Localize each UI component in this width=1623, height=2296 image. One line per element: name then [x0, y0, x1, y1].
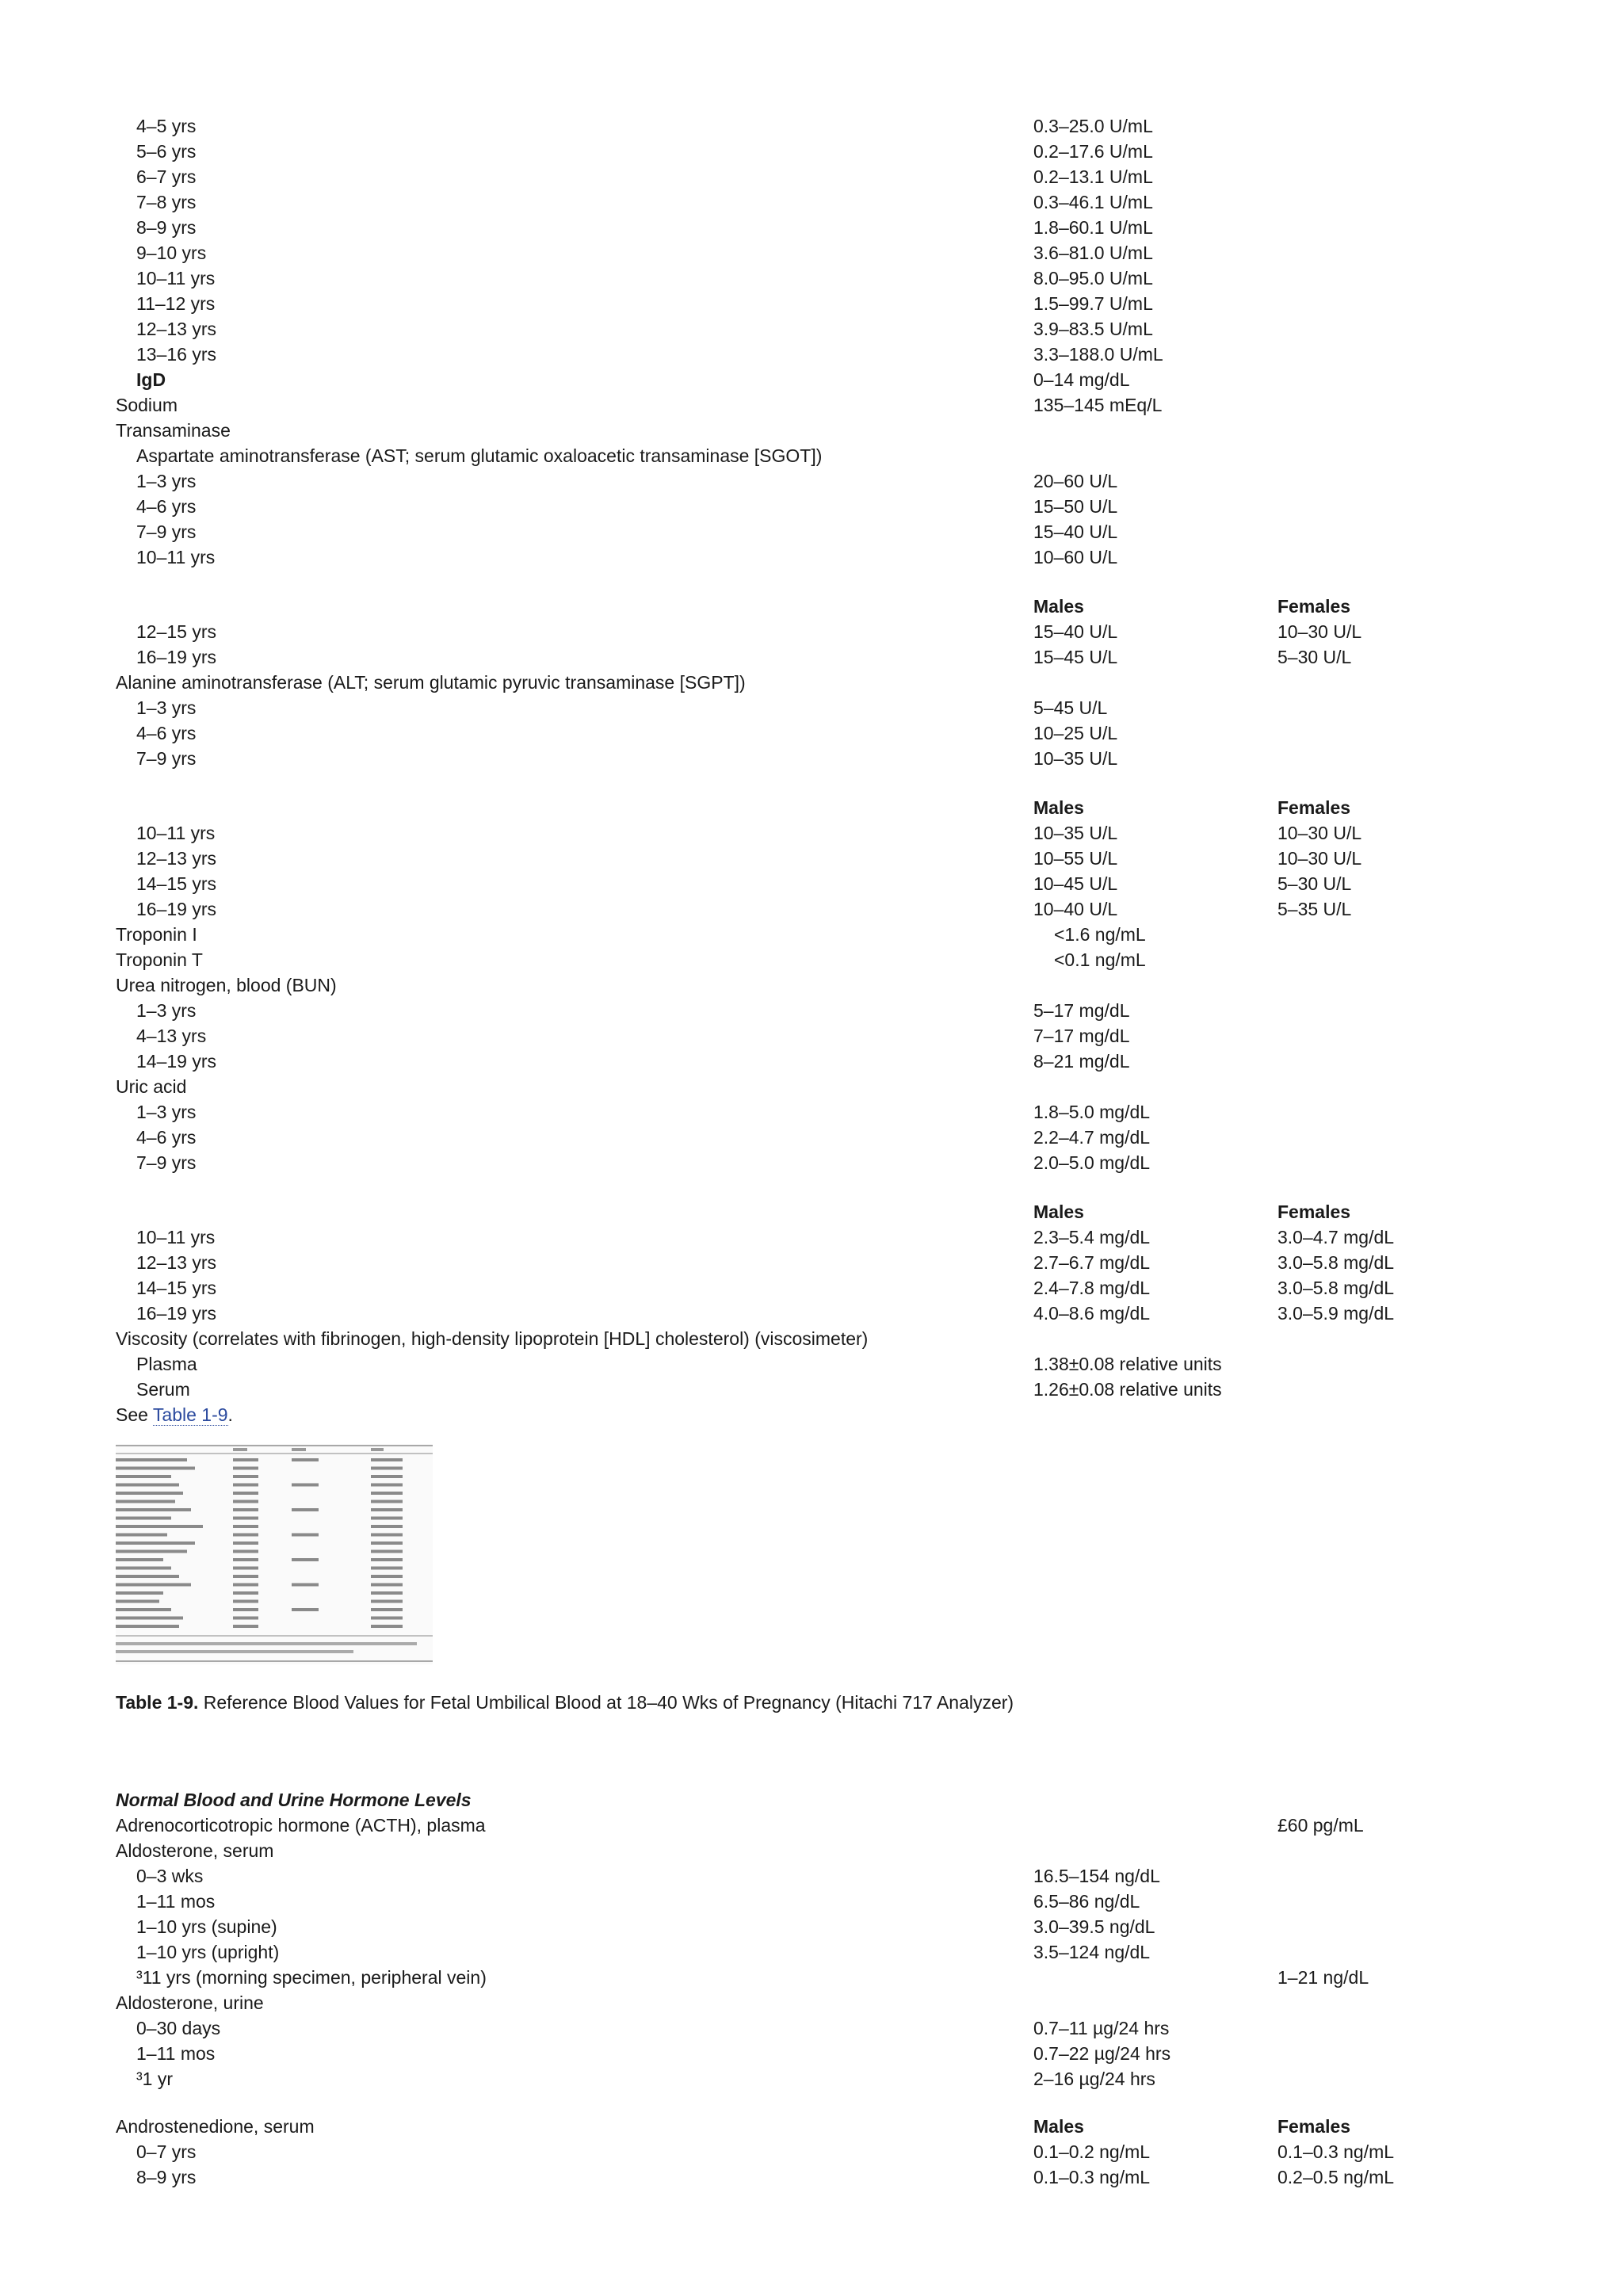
males-value: 4.0–8.6 mg/dL — [1033, 1303, 1151, 1324]
females-value: 3.0–5.8 mg/dL — [1277, 1252, 1395, 1273]
thumbnail-text-line — [116, 1575, 179, 1578]
females-value: 3.0–4.7 mg/dL — [1277, 1227, 1395, 1247]
age-label: 12–13 yrs — [136, 1252, 217, 1273]
aldo-serum-row — [0, 1939, 1623, 1965]
value-cell: 1.26±0.08 relative units — [1033, 1379, 1222, 1400]
females-value: 10–30 U/L — [1277, 823, 1362, 843]
age-label: 1–10 yrs (supine) — [136, 1916, 277, 1937]
see-suffix: . — [227, 1404, 233, 1425]
age-label: 16–19 yrs — [136, 899, 217, 919]
alt-row — [0, 695, 1623, 720]
age-label: 10–11 yrs — [136, 547, 216, 567]
age-label: 1–3 yrs — [136, 697, 197, 718]
aldo-11yrs-row — [0, 1965, 1623, 1990]
value-cell: 20–60 U/L — [1033, 471, 1118, 491]
alt-row — [0, 720, 1623, 746]
bun-row — [0, 1049, 1623, 1074]
alt-sex-row — [0, 846, 1623, 871]
age-label: 16–19 yrs — [136, 1303, 217, 1324]
age-label: 4–6 yrs — [136, 496, 197, 517]
females-header: Females — [1277, 2116, 1351, 2137]
value-cell: <0.1 ng/mL — [1054, 949, 1146, 970]
age-label: ³1 yr — [136, 2069, 173, 2089]
thumbnail-text-line — [371, 1584, 403, 1587]
thumbnail-text-line — [371, 1467, 403, 1470]
value-cell: 2.0–5.0 mg/dL — [1033, 1152, 1151, 1173]
males-value: 10–40 U/L — [1033, 899, 1118, 919]
females-header: Females — [1277, 797, 1351, 818]
thumbnail-text-line — [116, 1467, 195, 1470]
age-label: 1–3 yrs — [136, 471, 197, 491]
ast-row — [0, 519, 1623, 544]
females-value: 10–30 U/L — [1277, 621, 1362, 642]
males-value: 10–35 U/L — [1033, 823, 1118, 843]
age-label: 7–9 yrs — [136, 1152, 197, 1173]
males-value: 0.1–0.3 ng/mL — [1033, 2167, 1151, 2187]
andro-row — [0, 2139, 1623, 2164]
thumbnail-text-line — [233, 1625, 258, 1628]
thumbnail-text-line — [371, 1608, 403, 1611]
males-value: 10–45 U/L — [1033, 873, 1118, 894]
value-cell: 6.5–86 ng/dL — [1033, 1891, 1140, 1912]
males-value: 0.1–0.2 ng/mL — [1033, 2141, 1151, 2162]
value-cell: 15–50 U/L — [1033, 496, 1118, 517]
age-label: 12–13 yrs — [136, 848, 217, 869]
age-label: 7–9 yrs — [136, 521, 197, 542]
value-cell: 8.0–95.0 U/mL — [1033, 268, 1153, 288]
ast-label: Aspartate aminotransferase (AST; serum glutamic oxaloacetic transaminase [SGOT]) — [136, 445, 823, 466]
viscosity-row — [0, 1377, 1623, 1402]
caption-label: Table 1-9. — [116, 1692, 199, 1713]
age-label: 6–7 yrs — [136, 166, 197, 187]
age-label: 14–19 yrs — [136, 1051, 217, 1072]
thumbnail-text-line — [116, 1567, 171, 1570]
uric-heading — [0, 1074, 1623, 1099]
aldo-urine-label: Aldosterone, urine — [116, 1992, 264, 2013]
age-label: 1–10 yrs (upright) — [136, 1942, 280, 1962]
thumbnail-text-line — [233, 1617, 258, 1620]
bun-row — [0, 1023, 1623, 1049]
thumbnail-text-line — [233, 1484, 258, 1487]
section-heading: Normal Blood and Urine Hormone Levels — [116, 1790, 472, 1810]
viscosity-row — [0, 1351, 1623, 1377]
thumbnail-text-line — [292, 1534, 319, 1537]
value-cell: 1.38±0.08 relative units — [1033, 1354, 1222, 1374]
ast-row — [0, 544, 1623, 570]
age-label: 1–11 mos — [136, 2043, 216, 2064]
age-label: 4–5 yrs — [136, 116, 197, 136]
transaminase-heading — [0, 418, 1623, 443]
thumbnail-text-line — [371, 1591, 403, 1595]
value-cell: 0.3–46.1 U/mL — [1033, 192, 1153, 212]
males-header: Males — [1033, 797, 1084, 818]
age-label: ³11 yrs (morning specimen, peripheral vein) — [136, 1967, 487, 1988]
thumbnail-text-line — [233, 1584, 258, 1587]
age-label: 5–6 yrs — [136, 141, 197, 162]
value-cell: 0.2–13.1 U/mL — [1033, 166, 1153, 187]
age-label: 4–6 yrs — [136, 723, 197, 743]
females-value: 5–30 U/L — [1277, 647, 1352, 667]
thumbnail-text-line — [371, 1492, 403, 1495]
males-value: 10–55 U/L — [1033, 848, 1118, 869]
value-cell: 3.6–81.0 U/mL — [1033, 243, 1153, 263]
see-table-text — [116, 1402, 233, 1427]
thumbnail-text-line — [116, 1558, 163, 1561]
aldo-serum-row — [0, 1889, 1623, 1914]
table-1-9-link[interactable]: Table 1-9 — [152, 1404, 228, 1425]
ige-row — [0, 240, 1623, 266]
thumbnail-text-line — [233, 1467, 258, 1470]
acth-label: Adrenocorticotropic hormone (ACTH), plasma — [116, 1815, 486, 1836]
ige-row — [0, 164, 1623, 189]
males-header: Males — [1033, 596, 1084, 617]
alt-heading — [0, 670, 1623, 695]
value-cell: 1.5–99.7 U/mL — [1033, 293, 1153, 314]
ige-row — [0, 316, 1623, 342]
value-cell: 10–25 U/L — [1033, 723, 1118, 743]
females-value: 3.0–5.9 mg/dL — [1277, 1303, 1395, 1324]
caption-text: Reference Blood Values for Fetal Umbilical Blood at 18–40 Wks of Pregnancy (Hitachi 717 Analyzer) — [198, 1692, 1014, 1713]
uric-sex-row — [0, 1275, 1623, 1301]
males-value: 15–40 U/L — [1033, 621, 1118, 642]
age-label: 8–9 yrs — [136, 217, 197, 238]
ige-row — [0, 139, 1623, 164]
thumbnail-text-line — [371, 1600, 403, 1603]
value-cell: 2.2–4.7 mg/dL — [1033, 1127, 1151, 1148]
females-value: 0.2–0.5 ng/mL — [1277, 2167, 1395, 2187]
age-label: 16–19 yrs — [136, 647, 217, 667]
thumbnail-text-line — [116, 1617, 183, 1620]
troponin-i-row — [0, 922, 1623, 947]
ast-row — [0, 494, 1623, 519]
transaminase-label: Transaminase — [116, 420, 231, 441]
viscosity-label: Viscosity (correlates with fibrinogen, high-density lipoprotein [HDL] cholesterol) (viscosimeter) — [116, 1328, 869, 1349]
thumbnail-text-line — [292, 1608, 319, 1611]
thumbnail-text-line — [292, 1508, 319, 1511]
thumbnail-text-line — [371, 1525, 403, 1528]
thumbnail-text-line — [371, 1567, 403, 1570]
thumbnail-text-line — [292, 1584, 319, 1587]
aldo-serum-label: Aldosterone, serum — [116, 1840, 274, 1861]
thumbnail-text-line — [292, 1484, 319, 1487]
value-cell: 135–145 mEq/L — [1033, 395, 1163, 415]
ast-sex-row — [0, 619, 1623, 644]
thumbnail-text-line — [371, 1617, 403, 1620]
aldo-serum-row — [0, 1914, 1623, 1939]
thumbnail-text-line — [371, 1558, 403, 1561]
see-table-row — [0, 1402, 1623, 1427]
table-caption — [116, 1690, 1014, 1715]
females-header: Females — [1277, 596, 1351, 617]
thumbnail-text-line — [371, 1517, 403, 1520]
age-label: 0–30 days — [136, 2018, 221, 2038]
aldo-serum-heading — [0, 1838, 1623, 1863]
ige-row — [0, 266, 1623, 291]
thumbnail-text-line — [371, 1484, 403, 1487]
aldo-urine-heading — [0, 1990, 1623, 2015]
value-cell: 3.9–83.5 U/mL — [1033, 319, 1153, 339]
sample-label: Serum — [136, 1379, 190, 1400]
age-label: 1–3 yrs — [136, 1102, 197, 1122]
thumbnail-text-line — [116, 1492, 183, 1495]
ige-row — [0, 291, 1623, 316]
sample-label: Plasma — [136, 1354, 197, 1374]
thumbnail-text-line — [233, 1475, 258, 1478]
aldo-serum-row — [0, 1863, 1623, 1889]
males-value: 2.7–6.7 mg/dL — [1033, 1252, 1151, 1273]
uric-row — [0, 1125, 1623, 1150]
alt-sex-row — [0, 871, 1623, 896]
thumbnail-text-line — [233, 1575, 258, 1578]
thumbnail-text-line — [371, 1475, 403, 1478]
age-label: 14–15 yrs — [136, 873, 217, 894]
thumbnail-text-line — [116, 1484, 179, 1487]
thumbnail-text-line — [116, 1591, 163, 1595]
value-cell: 16.5–154 ng/dL — [1033, 1866, 1160, 1886]
thumbnail-text-line — [116, 1625, 179, 1628]
age-label: 0–3 wks — [136, 1866, 204, 1886]
thumbnail-text-line — [371, 1625, 403, 1628]
alt-row — [0, 746, 1623, 771]
value-cell: 10–60 U/L — [1033, 547, 1118, 567]
alt-sex-row — [0, 896, 1623, 922]
age-label: 0–7 yrs — [136, 2141, 197, 2162]
value-cell: 7–17 mg/dL — [1033, 1026, 1130, 1046]
ige-row — [0, 215, 1623, 240]
aldo-urine-row — [0, 2041, 1623, 2066]
table-1-9-thumbnail[interactable] — [116, 1444, 433, 1664]
thumbnail-text-line — [116, 1584, 191, 1587]
andro-heading — [0, 2114, 1623, 2139]
thumbnail-text-line — [371, 1541, 403, 1545]
thumbnail-text-line — [116, 1517, 171, 1520]
thumbnail-text-line — [233, 1608, 258, 1611]
thumbnail-text-line — [116, 1550, 187, 1553]
age-label: 7–9 yrs — [136, 748, 197, 769]
value-cell: 0–14 mg/dL — [1033, 369, 1130, 390]
females-value: 3.0–5.8 mg/dL — [1277, 1278, 1395, 1298]
alt-sex-row — [0, 820, 1623, 846]
thumbnail-text-line — [233, 1517, 258, 1520]
ige-row — [0, 113, 1623, 139]
thumbnail-text-line — [116, 1500, 175, 1503]
thumbnail-text-line — [233, 1541, 258, 1545]
sodium-label: Sodium — [116, 395, 178, 415]
sodium-row — [0, 392, 1623, 418]
ige-row — [0, 342, 1623, 367]
ast-heading — [0, 443, 1623, 468]
age-label: 8–9 yrs — [136, 2167, 197, 2187]
ast-row — [0, 468, 1623, 494]
bun-row — [0, 998, 1623, 1023]
males-header: Males — [1033, 2116, 1084, 2137]
thumbnail-text-line — [371, 1458, 403, 1461]
thumbnail-text-line — [233, 1492, 258, 1495]
value-cell: 0.7–22 µg/24 hrs — [1033, 2043, 1171, 2064]
value-cell: 0.2–17.6 U/mL — [1033, 141, 1153, 162]
thumbnail-text-line — [233, 1558, 258, 1561]
thumbnail-text-line — [292, 1558, 319, 1561]
igd-label: IgD — [136, 369, 166, 390]
ast-sex-row — [0, 644, 1623, 670]
age-label: 1–11 mos — [136, 1891, 216, 1912]
bun-label: Urea nitrogen, blood (BUN) — [116, 975, 337, 995]
age-label: 4–13 yrs — [136, 1026, 207, 1046]
thumbnail-text-line — [233, 1600, 258, 1603]
thumbnail-text-line — [233, 1525, 258, 1528]
thumbnail-text-line — [233, 1500, 258, 1503]
table-thumbnail-image — [116, 1444, 433, 1664]
thumbnail-text-line — [371, 1508, 403, 1511]
uric-row — [0, 1150, 1623, 1175]
bun-heading — [0, 972, 1623, 998]
value-cell: 10–35 U/L — [1033, 748, 1118, 769]
thumbnail-text-line — [116, 1475, 171, 1478]
value-cell: 1.8–60.1 U/mL — [1033, 217, 1153, 238]
thumbnail-text-line — [233, 1508, 258, 1511]
troponin-i-label: Troponin I — [116, 924, 197, 945]
females-value: 5–35 U/L — [1277, 899, 1352, 919]
thumbnail-text-line — [116, 1600, 159, 1603]
aldo-urine-row — [0, 2015, 1623, 2041]
thumbnail-text-line — [371, 1575, 403, 1578]
value-cell: 2–16 µg/24 hrs — [1033, 2069, 1155, 2089]
thumbnail-text-line — [116, 1608, 171, 1611]
thumbnail-text-line — [233, 1534, 258, 1537]
age-label: 9–10 yrs — [136, 243, 207, 263]
troponin-t-row — [0, 947, 1623, 972]
age-label: 10–11 yrs — [136, 1227, 216, 1247]
thumbnail-text-line — [292, 1458, 319, 1461]
age-label: 12–15 yrs — [136, 621, 217, 642]
value-cell: 15–40 U/L — [1033, 521, 1118, 542]
uric-row — [0, 1099, 1623, 1125]
value-cell: 1–21 ng/dL — [1277, 1967, 1369, 1988]
age-label: 11–12 yrs — [136, 293, 216, 314]
sex-header-row — [0, 795, 1623, 820]
value-cell: 3.0–39.5 ng/dL — [1033, 1916, 1155, 1937]
value-cell: <1.6 ng/mL — [1054, 924, 1146, 945]
value-cell: 0.7–11 µg/24 hrs — [1033, 2018, 1170, 2038]
females-header: Females — [1277, 1201, 1351, 1222]
males-value: 15–45 U/L — [1033, 647, 1118, 667]
females-value: 10–30 U/L — [1277, 848, 1362, 869]
males-value: 2.4–7.8 mg/dL — [1033, 1278, 1151, 1298]
andro-row — [0, 2164, 1623, 2190]
uric-sex-row — [0, 1250, 1623, 1275]
sex-header-row — [0, 594, 1623, 619]
value-cell: 3.5–124 ng/dL — [1033, 1942, 1151, 1962]
thumbnail-text-line — [116, 1534, 167, 1537]
ige-row — [0, 189, 1623, 215]
thumbnail-text-line — [371, 1550, 403, 1553]
acth-row — [0, 1813, 1623, 1838]
value-cell: 3.3–188.0 U/mL — [1033, 344, 1163, 365]
females-value: 0.1–0.3 ng/mL — [1277, 2141, 1395, 2162]
aldo-urine-row — [0, 2066, 1623, 2092]
value-cell: 5–45 U/L — [1033, 697, 1108, 718]
thumbnail-text-line — [116, 1458, 187, 1461]
see-prefix: See — [116, 1404, 153, 1425]
females-value: 5–30 U/L — [1277, 873, 1352, 894]
age-label: 1–3 yrs — [136, 1000, 197, 1021]
alt-label: Alanine aminotransferase (ALT; serum glutamic pyruvic transaminase [SGPT]) — [116, 672, 746, 693]
thumbnail-text-line — [233, 1567, 258, 1570]
value-cell: 1.8–5.0 mg/dL — [1033, 1102, 1151, 1122]
thumbnail-text-line — [116, 1541, 195, 1545]
thumbnail-text-line — [371, 1534, 403, 1537]
thumbnail-text-line — [233, 1550, 258, 1553]
value-cell: £60 pg/mL — [1277, 1815, 1364, 1836]
thumbnail-text-line — [233, 1458, 258, 1461]
males-header: Males — [1033, 1201, 1084, 1222]
age-label: 4–6 yrs — [136, 1127, 197, 1148]
age-label: 10–11 yrs — [136, 268, 216, 288]
thumbnail-text-line — [371, 1500, 403, 1503]
uric-label: Uric acid — [116, 1076, 187, 1097]
thumbnail-text-line — [116, 1508, 191, 1511]
thumbnail-text-line — [233, 1591, 258, 1595]
age-label: 12–13 yrs — [136, 319, 217, 339]
age-label: 7–8 yrs — [136, 192, 197, 212]
sex-header-row — [0, 1199, 1623, 1224]
value-cell: 8–21 mg/dL — [1033, 1051, 1130, 1072]
age-label: 13–16 yrs — [136, 344, 217, 365]
hormone-heading — [0, 1787, 1623, 1813]
uric-sex-row — [0, 1301, 1623, 1326]
value-cell: 0.3–25.0 U/mL — [1033, 116, 1153, 136]
troponin-t-label: Troponin T — [116, 949, 203, 970]
uric-sex-row — [0, 1224, 1623, 1250]
andro-label: Androstenedione, serum — [116, 2116, 315, 2137]
viscosity-heading — [0, 1326, 1623, 1351]
age-label: 14–15 yrs — [136, 1278, 217, 1298]
igd-row — [0, 367, 1623, 392]
age-label: 10–11 yrs — [136, 823, 216, 843]
thumbnail-text-line — [116, 1525, 203, 1528]
males-value: 2.3–5.4 mg/dL — [1033, 1227, 1151, 1247]
value-cell: 5–17 mg/dL — [1033, 1000, 1130, 1021]
